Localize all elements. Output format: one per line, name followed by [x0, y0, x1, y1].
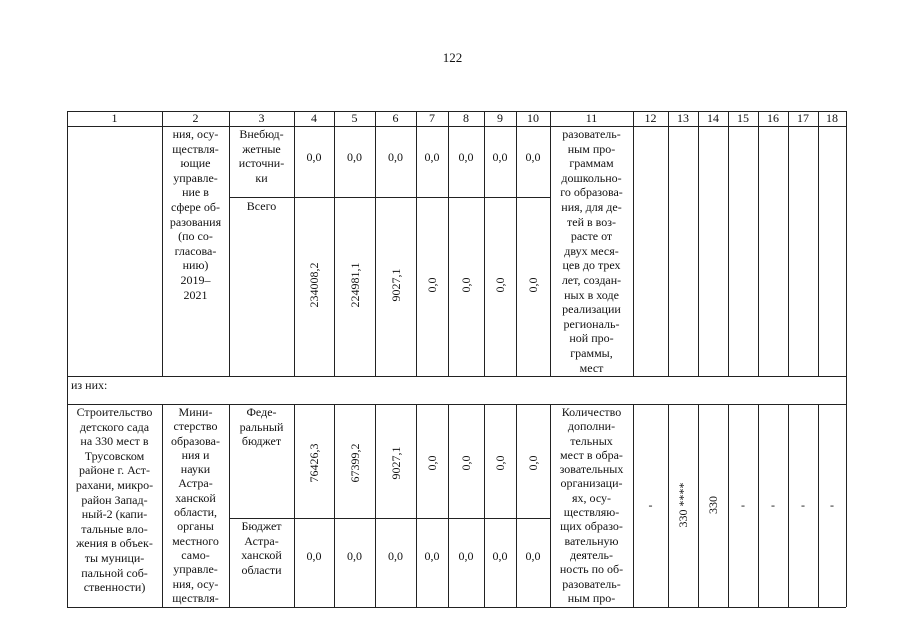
top-extra-value-col4: 0,0 — [306, 150, 322, 164]
top-total-value-col8: 0,0 — [459, 277, 473, 293]
column-line — [788, 111, 789, 376]
column-line — [698, 404, 699, 607]
header-cell-5: 5 — [351, 111, 358, 125]
top-total-value-col10: 0,0 — [526, 277, 540, 293]
column-line — [448, 404, 449, 607]
bottom-col13-value: 330 **** — [676, 482, 690, 528]
header-cell-13: 13 — [677, 111, 689, 125]
top-total-value-col4: 234008,2 — [307, 262, 321, 308]
subheader-top-line — [67, 376, 846, 377]
column-line — [229, 111, 230, 376]
column-line — [334, 404, 335, 607]
bottom-federal-value-col7: 0,0 — [425, 455, 439, 471]
column-line — [550, 111, 551, 376]
bottom-federal-value-col4: 76426,3 — [307, 443, 321, 483]
bottom-col12-value: - — [648, 498, 653, 512]
bottom-regional-value-col7: 0,0 — [424, 549, 440, 563]
bottom-col14-value: 330 — [706, 496, 720, 514]
column-line — [728, 111, 729, 376]
bottom-regional-value-col8: 0,0 — [458, 549, 474, 563]
bottom-regional-value-col9: 0,0 — [492, 549, 508, 563]
bottom-federal-value-col8: 0,0 — [459, 455, 473, 471]
bottom-regional-value-col10: 0,0 — [525, 549, 541, 563]
header-cell-16: 16 — [767, 111, 779, 125]
column-line — [416, 404, 417, 607]
bottom-col18-value: - — [830, 498, 834, 512]
column-line — [633, 111, 634, 376]
bottom-federal-value-col9: 0,0 — [493, 455, 507, 471]
header-cell-11: 11 — [585, 111, 598, 125]
column-line — [516, 404, 517, 607]
column-line — [818, 111, 819, 376]
bottom-federal-value-col10: 0,0 — [526, 455, 540, 471]
top-extra-value-col7: 0,0 — [424, 150, 440, 164]
header-cell-12: 12 — [644, 111, 657, 125]
top-extra-value-col8: 0,0 — [458, 150, 474, 164]
bottom-federal-value-col5: 67399,2 — [347, 443, 362, 483]
top-total-value-col6: 9027,1 — [388, 268, 403, 302]
bottom-col2-text: Мини- стерство образова- ния и науки Астра- ханской области, органы местного само- управле- ния, осу- ществля- — [171, 405, 220, 605]
border-side — [846, 111, 847, 607]
header-cell-6: 6 — [392, 111, 399, 125]
page-number: 122 — [442, 50, 463, 65]
bottom-col16-value: - — [771, 498, 775, 512]
bottom-col17-value: - — [801, 498, 805, 512]
header-cell-3: 3 — [258, 111, 265, 125]
top-col2-text: ния, осу- ществля- ющие управле- ние в сфере об- разования (по со- гласова- нию) 2019– 2021 — [169, 127, 222, 302]
bottom-col1-text: Строительство детского сада на 330 мест в Трусовском районе г. Аст- рахани, микро- район Запад- ный-2 (капи- тальные вло- жения в объек- ты муници- пальной соб- ственности) — [75, 405, 154, 595]
column-line — [229, 404, 230, 607]
top-extra-value-col10: 0,0 — [525, 150, 541, 164]
top-extra-value-col9: 0,0 — [492, 150, 508, 164]
header-cell-17: 17 — [797, 111, 809, 125]
header-cell-10: 10 — [527, 111, 539, 125]
header-cell-7: 7 — [429, 111, 435, 125]
header-cell-2: 2 — [192, 111, 199, 125]
bottom-source-federal: Феде- ральный бюджет — [239, 405, 284, 449]
header-cell-14: 14 — [707, 111, 719, 125]
column-line — [162, 111, 163, 376]
header-cell-4: 4 — [311, 111, 317, 125]
column-line — [162, 404, 163, 607]
top-total-value-col9: 0,0 — [493, 277, 507, 293]
column-line — [668, 404, 669, 607]
top-extra-value-col5: 0,0 — [347, 150, 362, 164]
bottom-col11-text: Количество дополни- тельных мест в обра- зовательных организаци- ях, осу- ществляю- щих образо- вательную деятель- ность по об- разователь- ным про- — [559, 405, 624, 605]
column-line — [294, 404, 295, 607]
bottom-regional-value-col4: 0,0 — [306, 549, 322, 563]
column-line — [698, 111, 699, 376]
bottom-col15-value: - — [741, 498, 745, 512]
column-line — [668, 111, 669, 376]
header-cell-18: 18 — [826, 111, 838, 125]
border-bottom — [67, 607, 846, 608]
column-line — [484, 404, 485, 607]
column-line — [758, 111, 759, 376]
column-line — [375, 404, 376, 607]
border-side — [67, 111, 68, 607]
header-cell-9: 9 — [497, 111, 503, 125]
bottom-regional-value-col5: 0,0 — [347, 549, 362, 563]
top-total-value-col7: 0,0 — [425, 277, 439, 293]
top-col11-text: разователь- ным про- граммам дошкольно- го образова- ния, для де- тей в воз- расте от двух меся- цев до трех лет, создан- ных в ходе реализации региональ- ной про- граммы, мест — [560, 127, 623, 375]
bottom-federal-value-col6: 9027,1 — [388, 446, 403, 480]
top-total-value-col5: 224981,1 — [347, 262, 362, 308]
header-cell-1: 1 — [111, 111, 118, 125]
top-source-split-line — [229, 197, 550, 198]
bottom-regional-value-col6: 0,0 — [388, 549, 403, 563]
top-source-extrabudgetary: Внебюд- жетные источни- ки — [238, 127, 285, 185]
header-cell-15: 15 — [737, 111, 749, 125]
subheader-iz-nih: из них: — [71, 378, 108, 392]
column-line — [550, 404, 551, 607]
bottom-source-regional: Бюджет Астра- ханской области — [241, 519, 282, 577]
top-extra-value-col6: 0,0 — [388, 150, 403, 164]
header-cell-8: 8 — [463, 111, 469, 125]
top-source-total: Всего — [246, 199, 277, 213]
